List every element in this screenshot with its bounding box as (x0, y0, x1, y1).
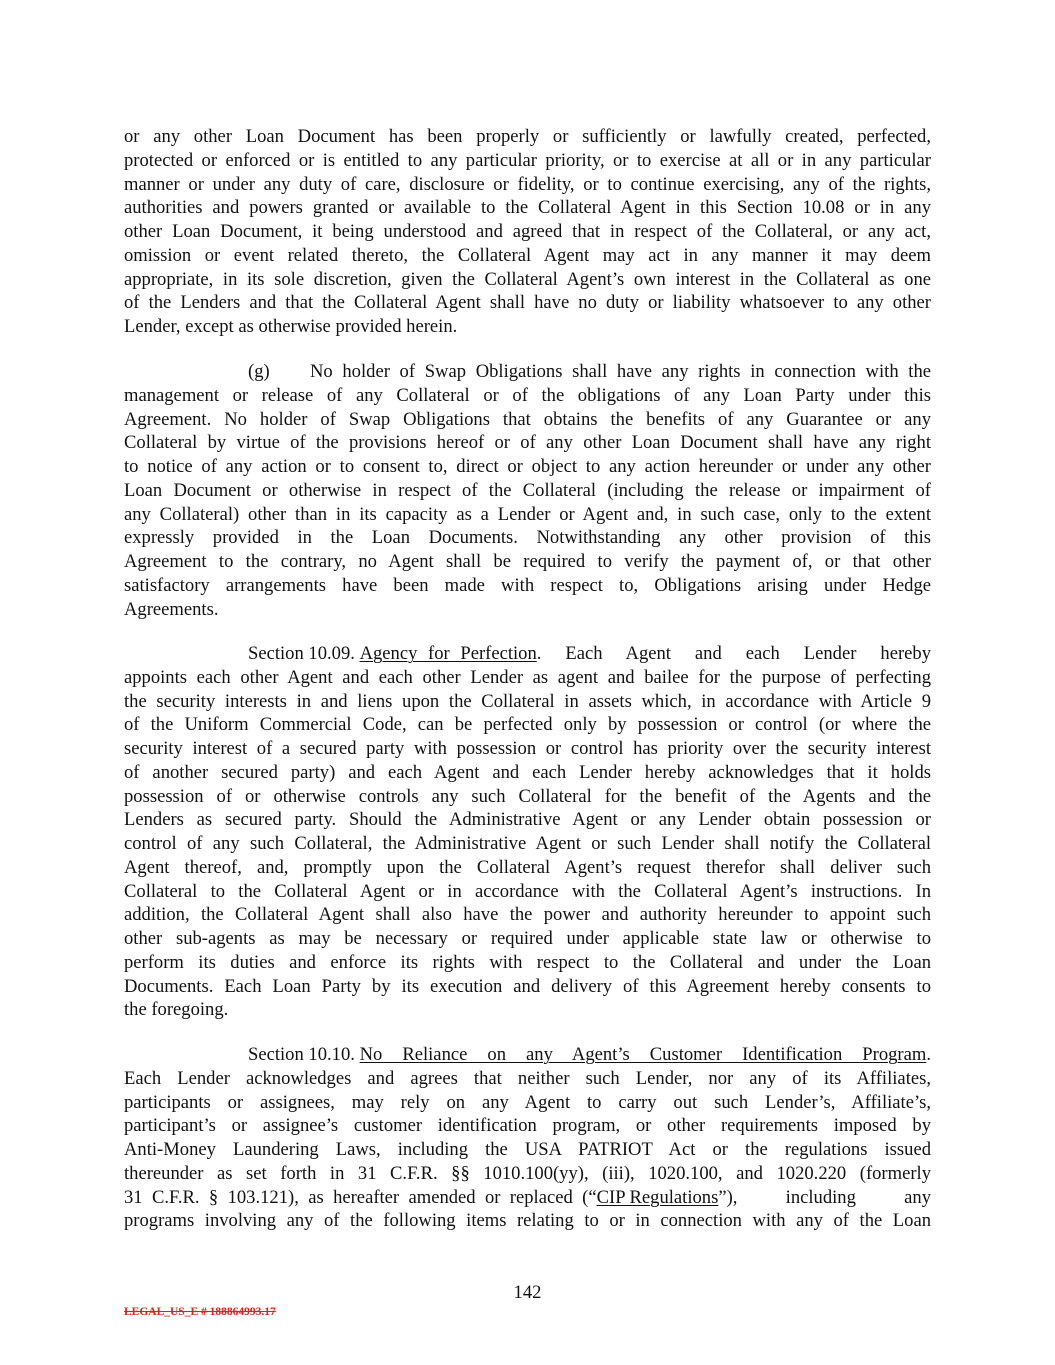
text-line: authorities and powers granted or available to the Collateral Agent in this Section 10.08 or in any (124, 197, 931, 219)
text-line: or any other Loan Document has been properly or sufficiently or lawfully created, perfected, (124, 126, 931, 147)
text-line: Lender, except as otherwise provided herein. (124, 316, 458, 337)
text-segment: ”), including any (718, 1186, 931, 1208)
text-line: perform its duties and enforce its rights with respect to the Collateral and under the Loan (124, 951, 931, 973)
text-line: of another secured party) and each Agent and each Lender hereby acknowledges that it holds (124, 761, 931, 783)
section-heading-line (124, 1043, 931, 1067)
text-line: other sub-agents as may be necessary or required under applicable state law or otherwise to (124, 928, 931, 949)
paragraph-continuation (124, 125, 931, 339)
section-10-09 (124, 642, 931, 1022)
clause-g (124, 360, 931, 621)
text-line: Agreements. (124, 598, 219, 620)
text-line: possession of or otherwise controls any such Collateral for the benefit of the Agents and the (124, 785, 931, 807)
text-line: appropriate, in its sole discretion, given the Collateral Agent’s own interest in the Collateral as one (124, 268, 931, 290)
clause-label: (g) (248, 361, 270, 382)
section-number: Section 10.10. (248, 1044, 355, 1065)
text-line: programs involving any of the following items relating to or in connection with any of the Loan (124, 1210, 931, 1232)
text-line: other Loan Document, it being understood and agreed that in respect of the Collateral, or any act, (124, 221, 931, 242)
clause-g-first-line (124, 360, 931, 384)
text-line: of the Lenders and that the Collateral Agent shall have no duty or liability whatsoever to any other (124, 292, 931, 314)
text-line: security interest of a secured party with possession or control has priority over the security interest (124, 738, 931, 759)
text-line: omission or event related thereto, the Collateral Agent may act in any manner it may deem (124, 244, 931, 266)
section-heading-line (124, 642, 931, 666)
text-line: the security interests in and liens upon the Collateral in assets which, in accordance with Article 9 (124, 690, 931, 712)
text-line: the foregoing. (124, 999, 229, 1021)
text-segment: 31 C.F.R. § 103.121), as hereafter amended or replaced (“ (124, 1186, 597, 1208)
text-line: Agreement to the contrary, no Agent shall be required to verify the payment of, or that other (124, 551, 931, 572)
text-line: . Each Agent and each Lender hereby (536, 643, 931, 664)
document-id-footer: LEGAL_US_E # 188864993.17 (124, 1306, 276, 1318)
cip-line (124, 1186, 931, 1210)
page-number: 142 (513, 1282, 542, 1303)
text-line: Collateral by virtue of the provisions hereof or of any other Loan Document shall have any right (124, 432, 931, 454)
heading-period: . (926, 1044, 931, 1065)
text-line: protected or enforced or is entitled to any particular priority, or to exercise at all or in any particular (124, 149, 931, 171)
text-line: addition, the Collateral Agent shall also have the power and authority hereunder to appoint such (124, 904, 931, 926)
defined-term-cip-regulations: CIP Regulations (596, 1186, 719, 1208)
text-line: expressly provided in the Loan Documents. Notwithstanding any other provision of this (124, 527, 931, 549)
section-heading: No Reliance on any Agent’s Customer Identification Program (359, 1044, 927, 1065)
section-number: Section 10.09. (248, 643, 355, 664)
text-line: participants or assignees, may rely on any Agent to carry out such Lender’s, Affiliate’s, (124, 1091, 931, 1113)
section-heading: Agency for Perfection (359, 643, 537, 664)
text-line: appoints each other Agent and each other Lender as agent and bailee for the purpose of perfecting (124, 666, 931, 688)
text-line: No holder of Swap Obligations shall have any rights in connection with the (310, 361, 931, 382)
text-line: Anti-Money Laundering Laws, including the USA PATRIOT Act or the regulations issued (124, 1139, 931, 1160)
text-line: any Collateral) other than in its capacity as a Lender or Agent and, in such case, only to the extent (124, 503, 931, 525)
text-line: Loan Document or otherwise in respect of the Collateral (including the release or impairment of (124, 479, 931, 501)
text-line: thereunder as set forth in 31 C.F.R. §§ 1010.100(yy), (iii), 1020.100, and 1020.220 (formerly (124, 1162, 931, 1184)
section-10-10 (124, 1043, 931, 1233)
text-line: control of any such Collateral, the Administrative Agent or such Lender shall notify the Collateral (124, 833, 931, 854)
text-line: participant’s or assignee’s customer identification program, or other requirements imposed by (124, 1115, 931, 1137)
text-line: Lenders as secured party. Should the Administrative Agent or any Lender obtain possession or (124, 809, 931, 831)
text-line: to notice of any action or to consent to, direct or object to any action hereunder or under any other (124, 456, 931, 477)
text-line: Documents. Each Loan Party by its execution and delivery of this Agreement hereby consents to (124, 975, 931, 997)
text-line: management or release of any Collateral or of the obligations of any Loan Party under this (124, 384, 931, 406)
text-line: Each Lender acknowledges and agrees that neither such Lender, nor any of its Affiliates, (124, 1067, 931, 1089)
text-line: satisfactory arrangements have been made with respect to, Obligations arising under Hedge (124, 574, 931, 596)
text-line: of the Uniform Commercial Code, can be perfected only by possession or control (or where the (124, 714, 931, 736)
text-line: manner or under any duty of care, disclosure or fidelity, or to continue exercising, any of the rights, (124, 173, 931, 195)
text-line: Collateral to the Collateral Agent or in accordance with the Collateral Agent’s instructions. In (124, 880, 931, 902)
text-line: Agreement. No holder of Swap Obligations that obtains the benefits of any Guarantee or any (124, 408, 931, 430)
text-line: Agent thereof, and, promptly upon the Collateral Agent’s request therefor shall deliver such (124, 856, 931, 878)
